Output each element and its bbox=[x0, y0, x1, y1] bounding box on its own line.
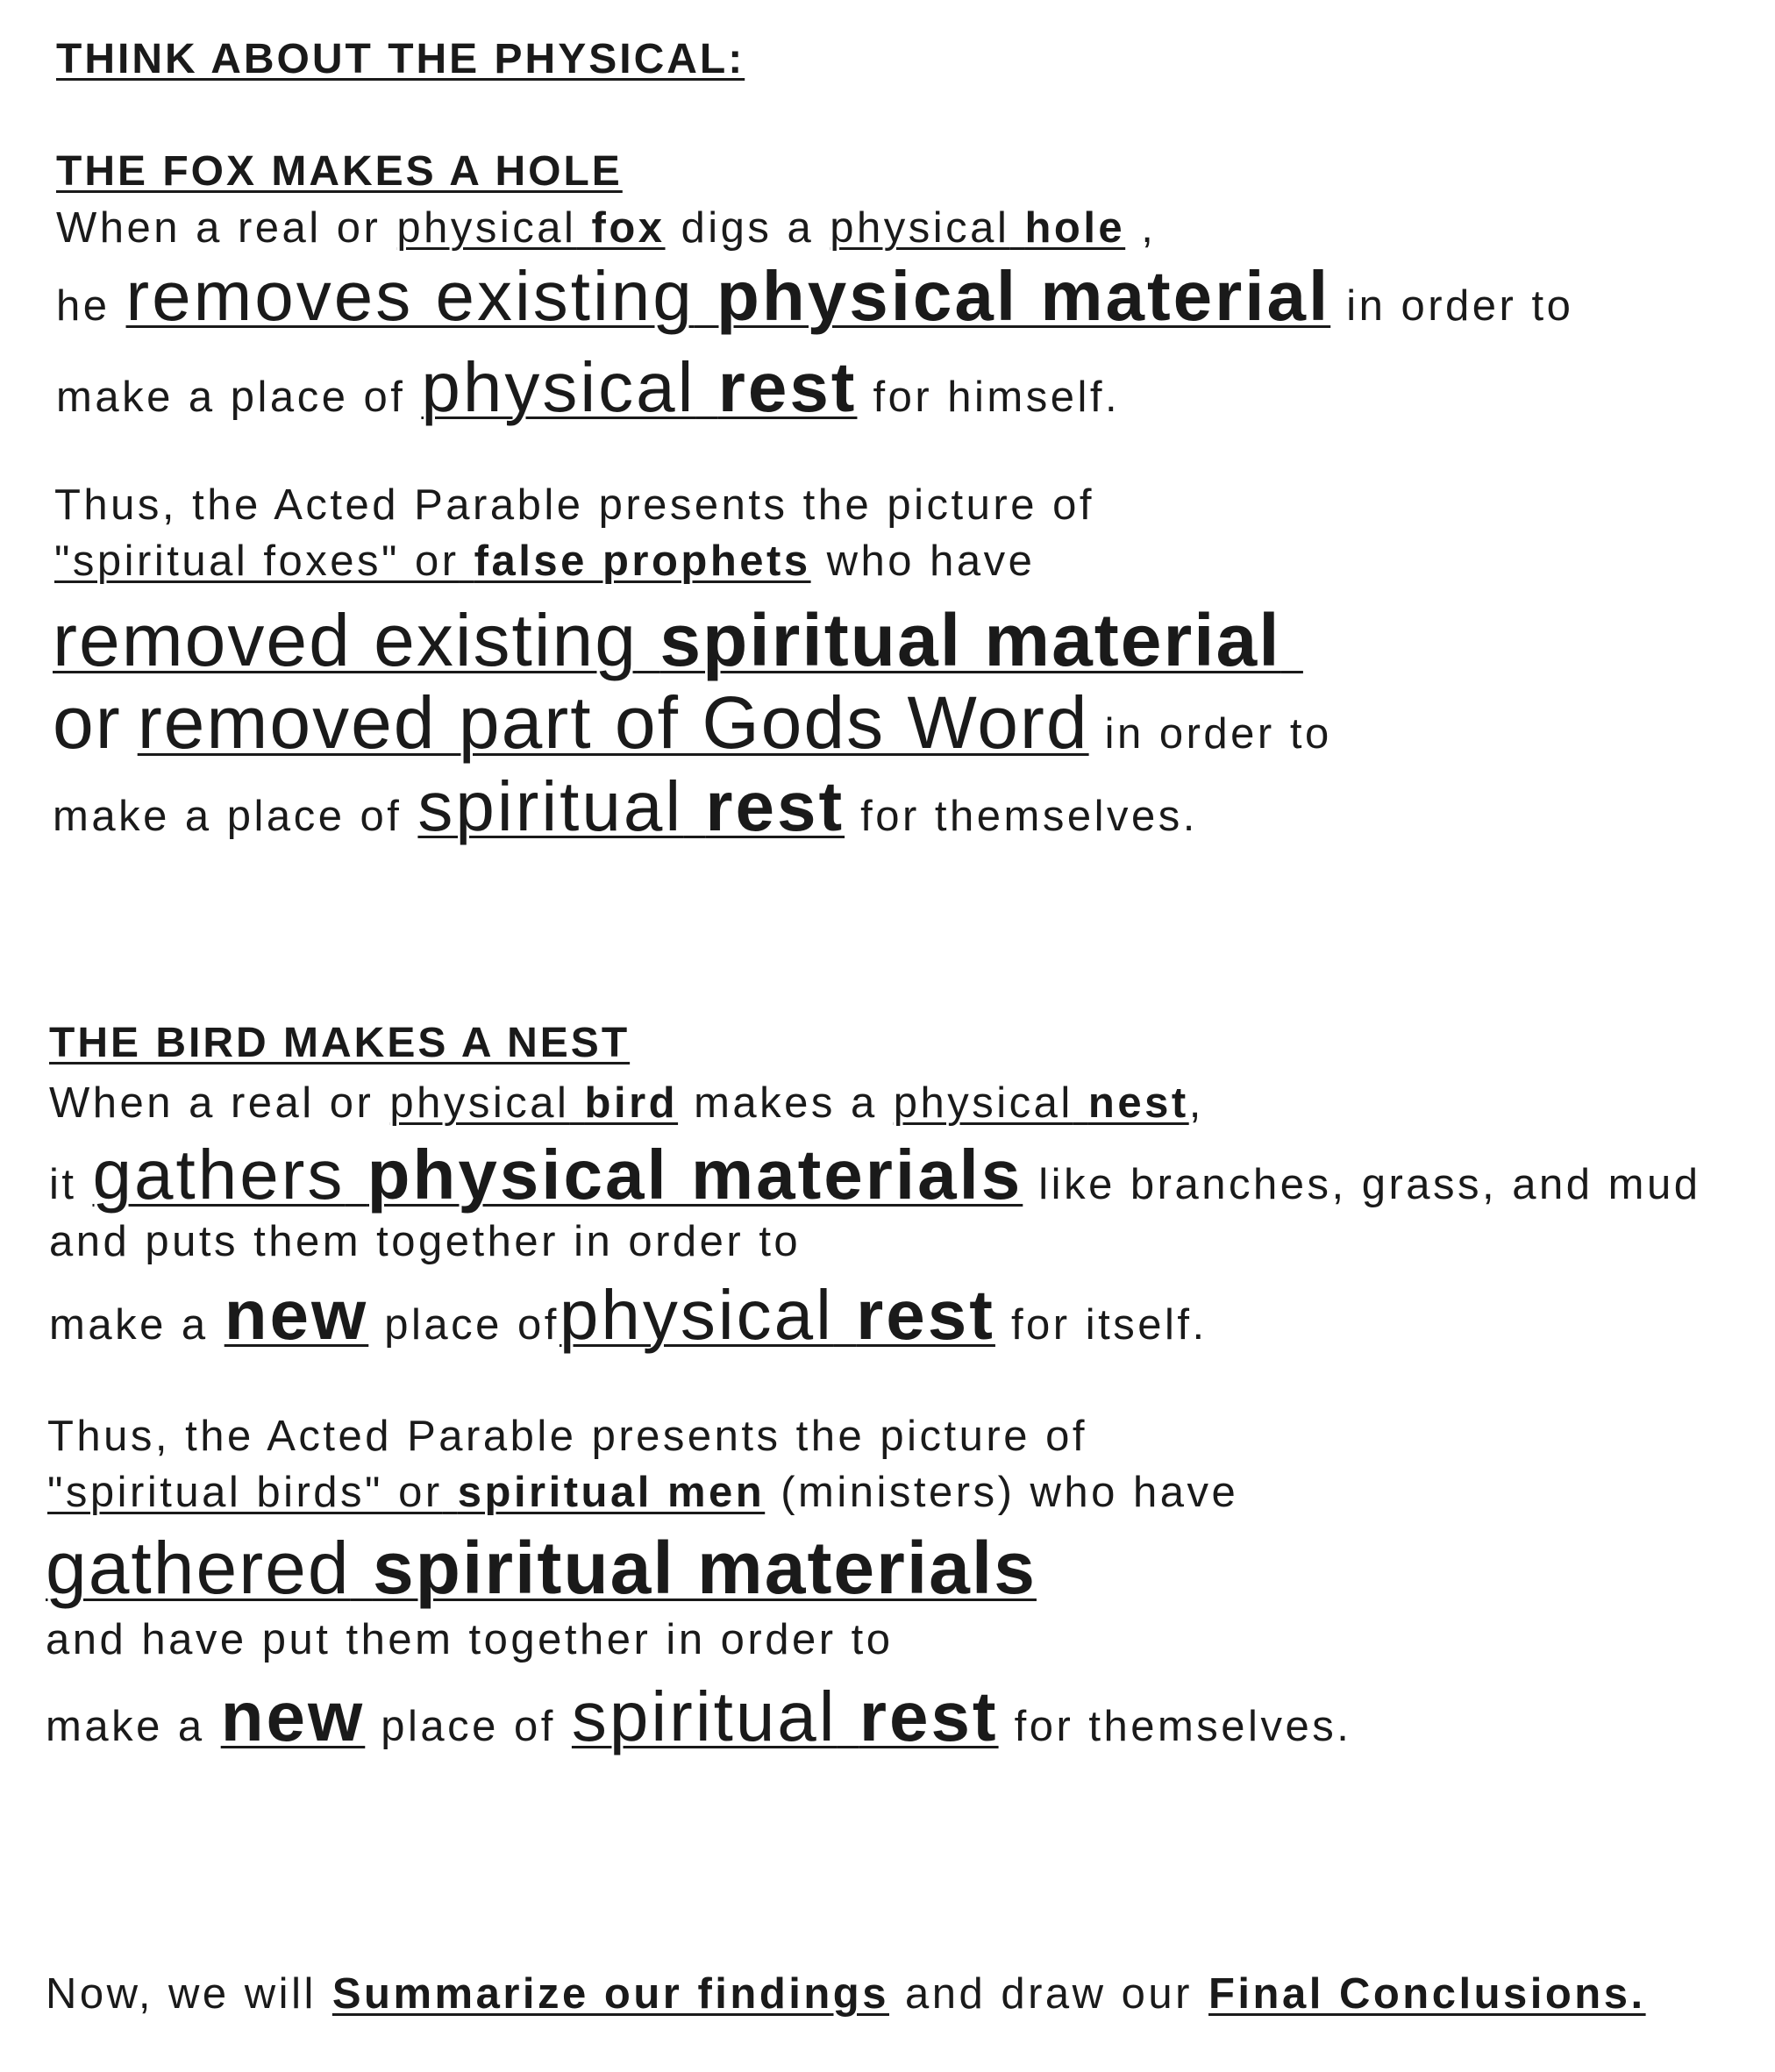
fox-line-2 bbox=[56, 257, 1574, 335]
bird-para-line-4: and have put them together in order to bbox=[46, 1616, 894, 1663]
text: physical material bbox=[716, 257, 1331, 335]
text: removed part of Gods Word bbox=[137, 681, 1089, 764]
text: new bbox=[224, 1276, 369, 1354]
text: spiritual men bbox=[457, 1469, 766, 1516]
text: place of bbox=[381, 1703, 556, 1750]
text: for himself. bbox=[873, 374, 1121, 421]
text: spiritual material bbox=[659, 599, 1281, 681]
fox-para-line-2 bbox=[54, 540, 1035, 583]
text: it bbox=[49, 1161, 77, 1208]
text: gathers bbox=[92, 1136, 346, 1214]
text: , bbox=[1141, 204, 1157, 252]
fox-para-line-4 bbox=[53, 681, 1332, 764]
text: rest bbox=[856, 1276, 995, 1354]
fox-line-3 bbox=[56, 348, 1121, 426]
text: , bbox=[1188, 1079, 1204, 1127]
fox-para-line-5 bbox=[53, 767, 1198, 845]
bird-para-line-1: Thus, the Acted Parable presents the picture of bbox=[47, 1413, 1087, 1460]
text: When a real or bbox=[49, 1079, 374, 1127]
text: physical materials bbox=[367, 1136, 1023, 1214]
text: nest bbox=[1087, 1079, 1189, 1127]
text: for itself. bbox=[1010, 1301, 1208, 1349]
fox-para-line-1: Thus, the Acted Parable presents the picture of bbox=[54, 481, 1094, 529]
text: he bbox=[56, 282, 110, 330]
text: and draw our bbox=[904, 1970, 1193, 2018]
text: rest bbox=[717, 348, 858, 426]
text: removed existing bbox=[53, 599, 638, 681]
text: fox bbox=[591, 204, 666, 252]
text: make a bbox=[49, 1301, 209, 1349]
footer-line bbox=[46, 1970, 1646, 2018]
bird-para-line-2 bbox=[47, 1471, 1238, 1514]
fox-line-1 bbox=[56, 204, 1157, 252]
text: rest bbox=[705, 767, 845, 845]
text: for themselves. bbox=[1014, 1703, 1352, 1750]
text: physical bbox=[830, 204, 1010, 252]
text: Final Conclusions. bbox=[1208, 1970, 1646, 2018]
text: physical bbox=[893, 1079, 1073, 1127]
text: makes a bbox=[694, 1079, 878, 1127]
bird-para-line-5 bbox=[46, 1677, 1352, 1755]
fox-para-line-3 bbox=[53, 599, 1303, 681]
text: make a place of bbox=[53, 793, 403, 840]
text: hole bbox=[1024, 204, 1126, 252]
text: spiritual materials bbox=[372, 1527, 1037, 1609]
bird-line-3: and puts them together in order to bbox=[49, 1218, 802, 1265]
text: place of bbox=[384, 1301, 560, 1349]
text: in order to bbox=[1104, 710, 1332, 758]
text: in order to bbox=[1346, 282, 1574, 330]
bird-line-4 bbox=[49, 1276, 1208, 1354]
bird-section-title: THE BIRD MAKES A NEST bbox=[49, 1020, 631, 1066]
text: bird bbox=[584, 1079, 679, 1127]
text: rest bbox=[859, 1677, 999, 1755]
text: (ministers) who have bbox=[781, 1469, 1239, 1516]
text: When a real or bbox=[56, 204, 381, 252]
text: for themselves. bbox=[860, 793, 1198, 840]
bird-line-2 bbox=[49, 1136, 1701, 1214]
text: make a bbox=[46, 1703, 205, 1750]
text: Summarize our findings bbox=[331, 1970, 889, 2018]
text: who have bbox=[826, 538, 1036, 585]
text: physical bbox=[559, 1276, 834, 1354]
text: spiritual bbox=[571, 1677, 838, 1755]
text: like branches, grass, and mud bbox=[1038, 1161, 1701, 1208]
bird-para-line-3 bbox=[46, 1527, 1037, 1609]
fox-section-title: THE FOX MAKES A HOLE bbox=[56, 148, 623, 195]
text: make a place of bbox=[56, 374, 406, 421]
text: Now, we will bbox=[46, 1970, 317, 2018]
text: "spiritual birds" or bbox=[47, 1469, 443, 1516]
text: physical bbox=[389, 1079, 570, 1127]
bird-line-1 bbox=[49, 1079, 1204, 1127]
text: new bbox=[220, 1677, 366, 1755]
text: gathered bbox=[46, 1527, 351, 1609]
text: physical bbox=[421, 348, 696, 426]
text: spiritual bbox=[417, 767, 684, 845]
text: removes existing bbox=[125, 257, 695, 335]
text: "spiritual foxes" or bbox=[54, 538, 460, 585]
text: or bbox=[53, 681, 122, 764]
text: false prophets bbox=[474, 538, 811, 585]
page-heading: THINK ABOUT THE PHYSICAL: bbox=[56, 36, 745, 82]
text: digs a bbox=[681, 204, 815, 252]
text: physical bbox=[396, 204, 577, 252]
